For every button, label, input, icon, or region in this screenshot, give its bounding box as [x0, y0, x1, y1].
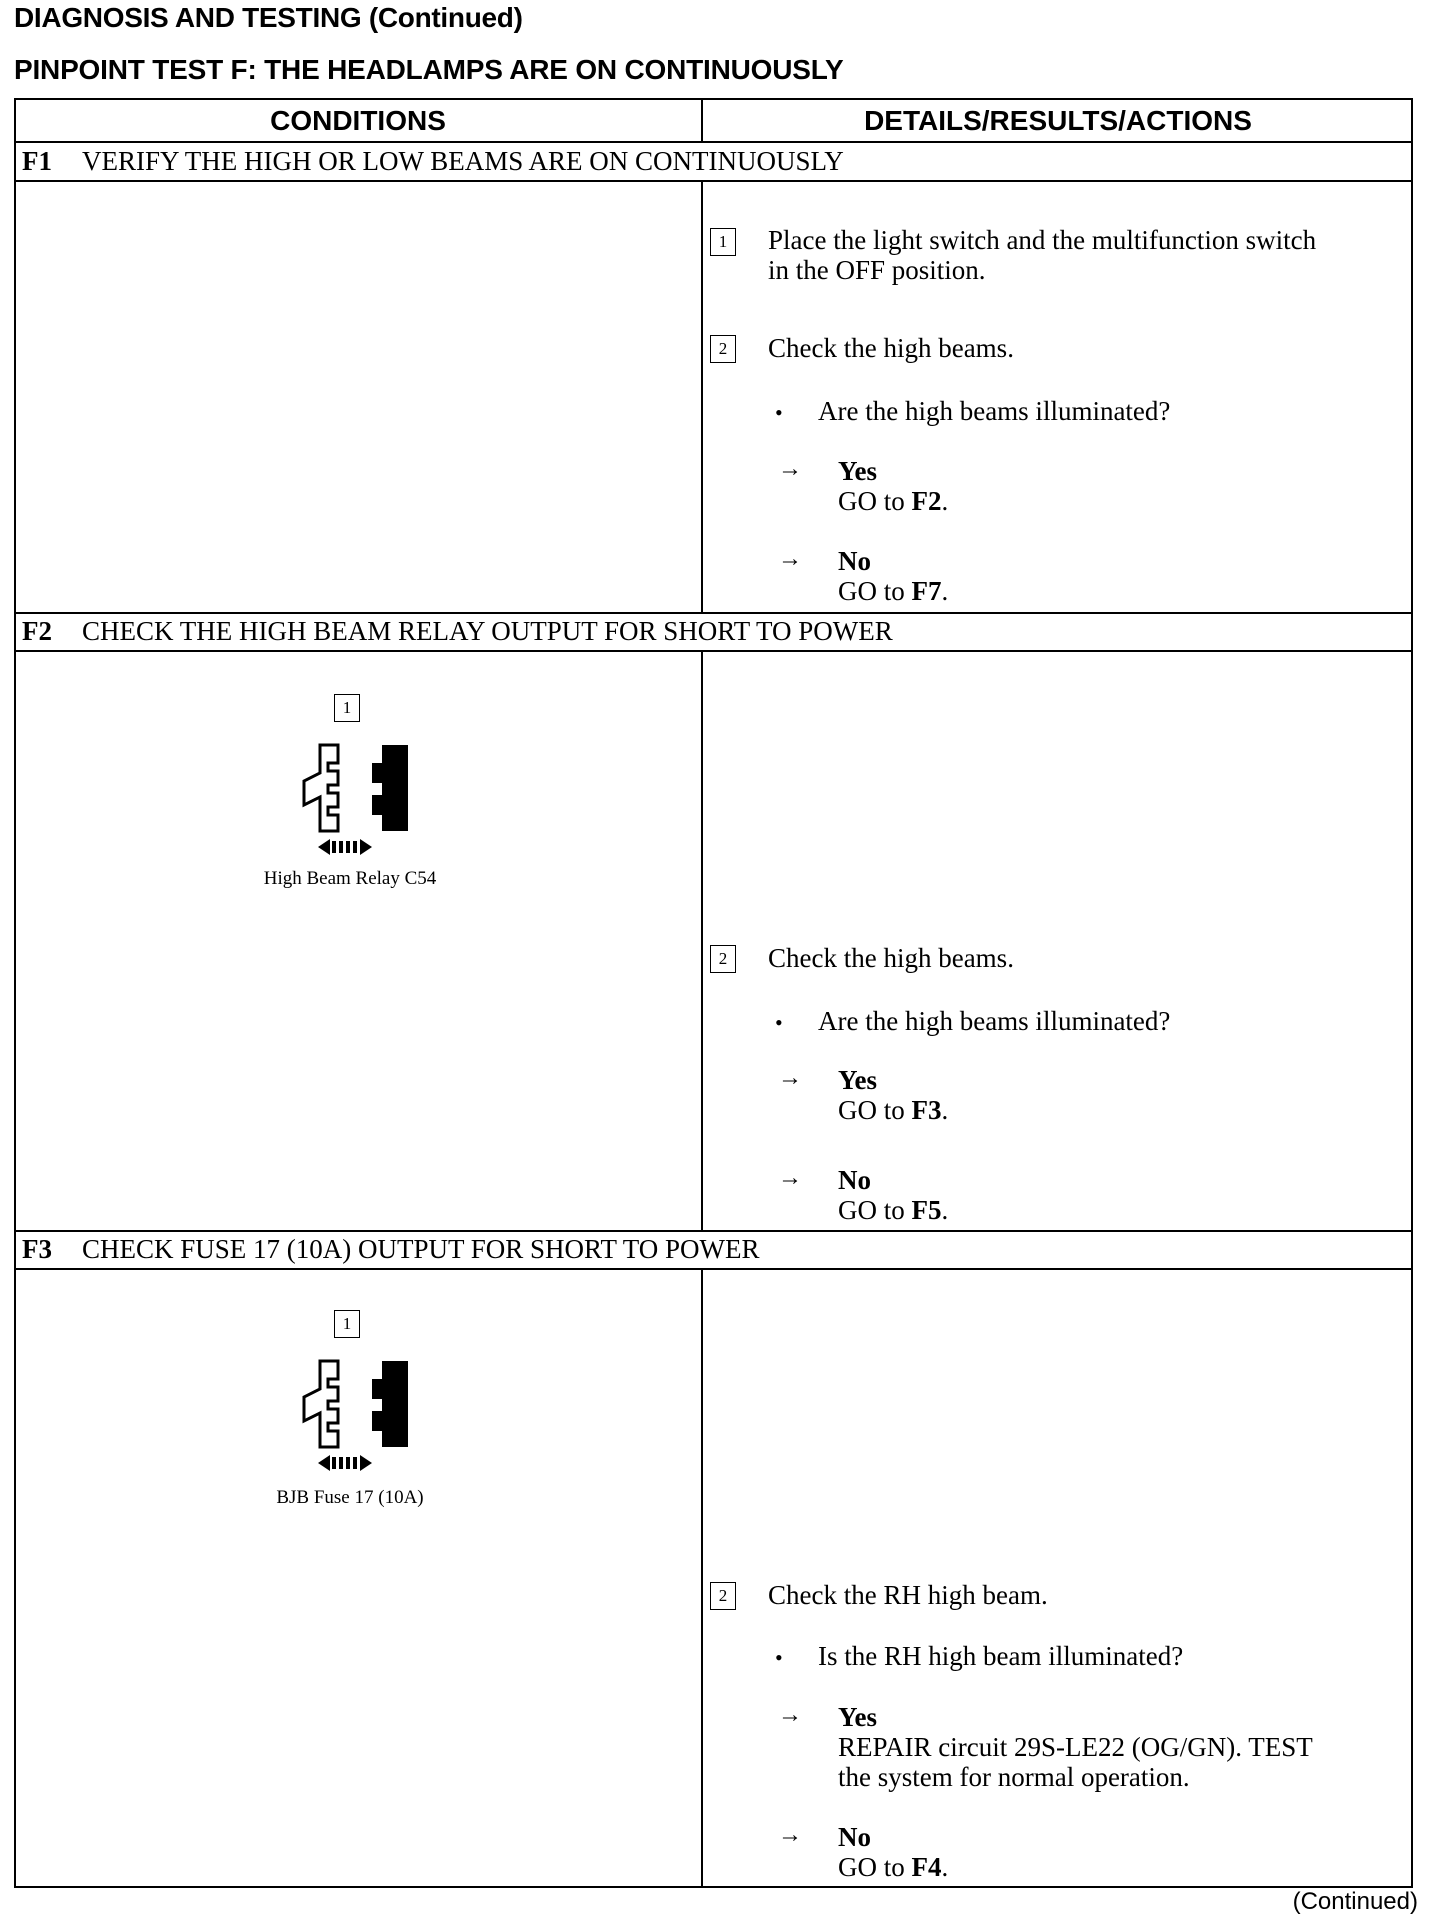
instruction-line: Place the light switch and the multifunction switch	[768, 225, 1317, 255]
instruction-text: Check the high beams.	[768, 333, 1014, 363]
continued-note: (Continued)	[1292, 1888, 1418, 1915]
step-number-box: 2	[710, 1582, 736, 1610]
yes-result	[838, 1702, 1313, 1792]
step-number-box: 2	[710, 945, 736, 973]
arrow-icon: →	[778, 1065, 802, 1091]
yes-result	[838, 1065, 948, 1125]
bullet-icon: •	[775, 400, 783, 425]
yes-action: GO to F2.	[838, 486, 949, 516]
step-title: CHECK FUSE 17 (10A) OUTPUT FOR SHORT TO POWER	[82, 1234, 760, 1264]
step-number-box: 2	[710, 335, 736, 363]
step-number-box: 1	[710, 228, 736, 256]
step-title: CHECK THE HIGH BEAM RELAY OUTPUT FOR SHORT TO POWER	[82, 616, 893, 646]
step-header-f2	[22, 613, 893, 649]
instruction-text: Check the RH high beam.	[768, 1580, 1048, 1610]
yes-label: Yes	[838, 1702, 877, 1732]
step-code: F1	[22, 146, 52, 176]
step-number-box: 1	[334, 694, 360, 722]
arrow-icon: →	[778, 456, 802, 482]
arrow-icon: →	[778, 1822, 802, 1848]
yes-action-line: the system for normal operation.	[838, 1762, 1190, 1792]
yes-action: GO to F3.	[838, 1095, 949, 1125]
no-action: GO to F5.	[838, 1195, 949, 1225]
divider	[701, 1268, 703, 1888]
connector-disconnect-icon	[280, 1351, 415, 1479]
yes-label: Yes	[838, 456, 877, 486]
no-result	[838, 546, 948, 606]
divider	[701, 650, 703, 1231]
step-number-box: 1	[334, 1310, 360, 1338]
no-result	[838, 1165, 948, 1225]
column-header-conditions: CONDITIONS	[270, 105, 446, 136]
divider	[701, 180, 703, 613]
arrow-icon: →	[778, 1702, 802, 1728]
table-frame	[14, 98, 1413, 1888]
no-result	[838, 1822, 948, 1882]
no-label: No	[838, 1165, 871, 1195]
yes-action-line: REPAIR circuit 29S-LE22 (OG/GN). TEST	[838, 1732, 1313, 1762]
divider	[14, 1268, 1413, 1270]
yes-label: Yes	[838, 1065, 877, 1095]
arrow-icon: →	[778, 546, 802, 572]
no-action: GO to F4.	[838, 1852, 949, 1882]
figure-caption: High Beam Relay C54	[263, 868, 437, 889]
step-code: F2	[22, 616, 52, 646]
instruction-text	[768, 225, 1316, 285]
connector-disconnect-icon	[280, 735, 415, 863]
no-action: GO to F7.	[838, 576, 949, 606]
bullet-icon: •	[775, 1010, 783, 1035]
instruction-text: Check the high beams.	[768, 943, 1014, 973]
yes-result	[838, 456, 948, 516]
test-title: PINPOINT TEST F: THE HEADLAMPS ARE ON CONTINUOUSLY	[14, 54, 844, 85]
no-label: No	[838, 546, 871, 576]
step-header-f3	[22, 1231, 759, 1267]
step-title: VERIFY THE HIGH OR LOW BEAMS ARE ON CONTINUOUSLY	[82, 146, 844, 176]
step-code: F3	[22, 1234, 52, 1264]
no-label: No	[838, 1822, 871, 1852]
bullet-icon: •	[775, 1645, 783, 1670]
instruction-line: in the OFF position.	[768, 255, 986, 285]
figure-caption: BJB Fuse 17 (10A)	[276, 1487, 424, 1508]
question-text: Are the high beams illuminated?	[818, 396, 1171, 426]
question-text: Is the RH high beam illuminated?	[818, 1641, 1184, 1671]
arrow-icon: →	[778, 1165, 802, 1191]
divider	[14, 180, 1413, 182]
divider	[14, 650, 1413, 652]
page-title: DIAGNOSIS AND TESTING (Continued)	[14, 2, 523, 33]
column-header-details: DETAILS/RESULTS/ACTIONS	[864, 105, 1252, 136]
step-header-f1	[22, 143, 844, 179]
question-text: Are the high beams illuminated?	[818, 1006, 1171, 1036]
